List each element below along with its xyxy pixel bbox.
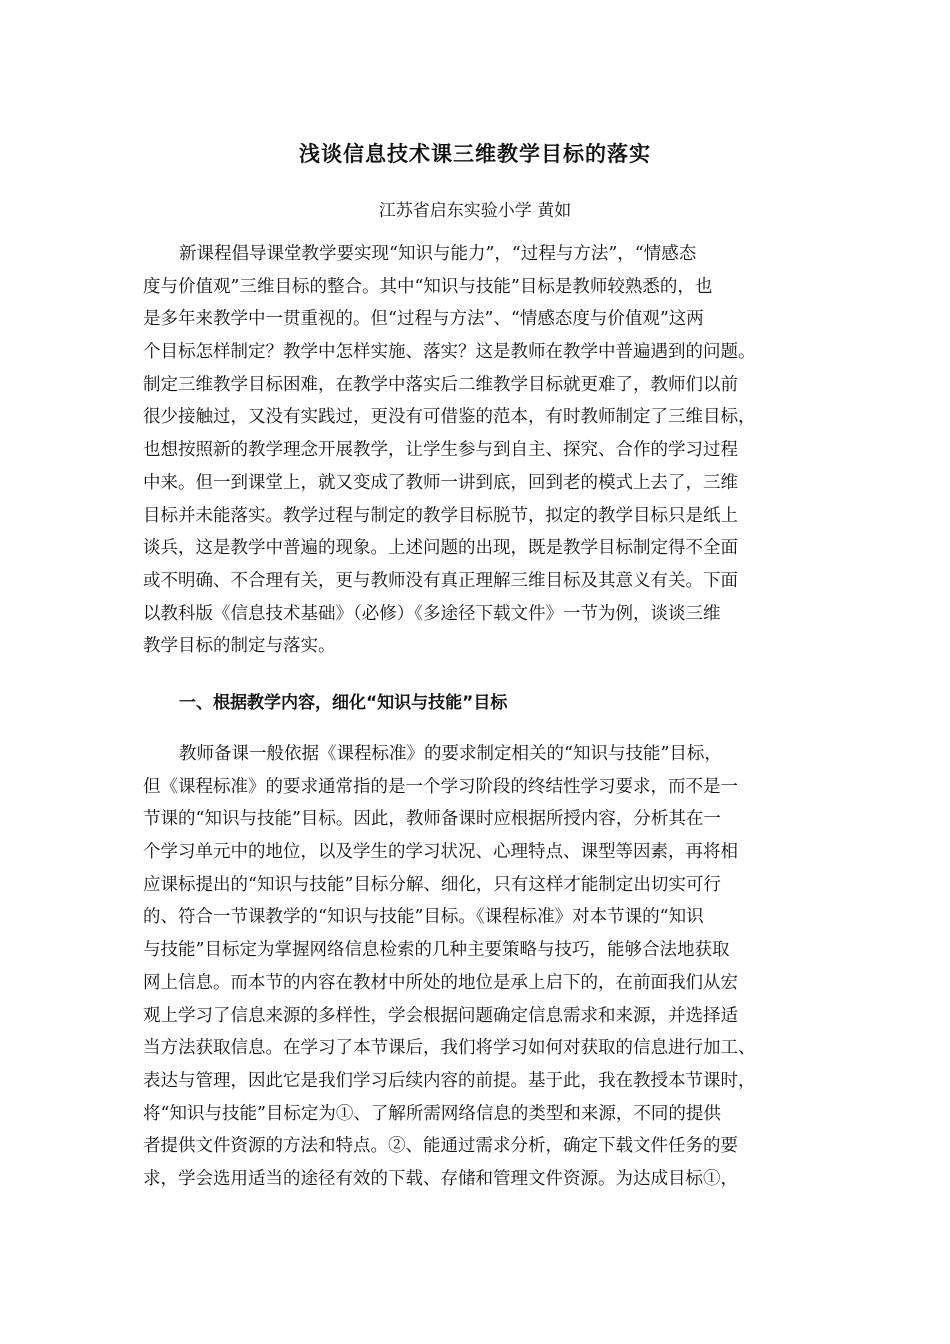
text-line: 求，学会选用适当的途径有效的下载、存储和管理文件资源。为达成目标①， [143, 1168, 738, 1189]
text-line: 度与价值观”三维目标的整合。其中“知识与技能”目标是教师较熟悉的，也 [143, 276, 713, 297]
text-line: 观上学习了信息来源的多样性，学会根据问题确定信息需求和来源，并选择适 [143, 1005, 738, 1026]
text-line: 个学习单元中的地位，以及学生的学习状况、心理特点、课型等因素，再将相 [143, 842, 738, 863]
text-line: 但《课程标准》的要求通常指的是一个学习阶段的终结性学习要求，而不是一 [143, 776, 738, 797]
text-line: 个目标怎样制定？教学中怎样实施、落实？这是教师在教学中普遍遇到的问题。 [143, 342, 756, 363]
text-line: 中来。但一到课堂上，就又变成了教师一讲到底，回到老的模式上去了，三维 [143, 472, 738, 493]
text-line: 以教科版《信息技术基础》（必修）《多途径下载文件》一节为例，谈谈三维 [143, 603, 721, 624]
paragraph-2 [143, 738, 807, 1196]
text-line: 表达与管理，因此它是我们学习后续内容的前提。基于此，我在教授本节课时， [143, 1070, 756, 1091]
text-line: 或不明确、不合理有关，更与教师没有真正理解三维目标及其意义有关。下面 [143, 570, 738, 591]
text-line: 网上信息。而本节的内容在教材中所处的地位是承上启下的，在前面我们从宏 [143, 972, 738, 993]
text-line: 与技能”目标定为掌握网络信息检索的几种主要策略与技巧，能够合法地获取 [143, 940, 730, 961]
section-heading: 一、根据教学内容，细化“知识与技能”目标 [179, 693, 508, 713]
text-line: 应课标提出的“知识与技能”目标分解、细化，只有这样才能制定出切实可行 [143, 874, 721, 895]
text-line: 当方法获取信息。在学习了本节课后，我们将学习如何对获取的信息进行加工、 [143, 1038, 756, 1059]
document-title: 浅谈信息技术课三维教学目标的落实 [299, 142, 651, 166]
text-line: 新课程倡导课堂教学要实现“知识与能力”，“过程与方法”，“情感态 [179, 244, 697, 264]
text-line: 教师备课一般依据《课程标准》的要求制定相关的“知识与技能”目标， [179, 744, 722, 764]
text-line: 制定三维教学目标困难，在教学中落实后二维教学目标就更难了，教师们以前 [143, 374, 738, 395]
text-line: 是多年来教学中一贯重视的。但“过程与方法”、“情感态度与价值观”这两 [143, 309, 704, 330]
text-line: 谈兵，这是教学中普遍的现象。上述问题的出现，既是教学目标制定得不全面 [143, 538, 738, 559]
text-line: 也想按照新的教学理念开展教学，让学生参与到自主、探究、合作的学习过程 [143, 440, 738, 461]
text-line: 将“知识与技能”目标定为①、了解所需网络信息的类型和来源，不同的提供 [143, 1103, 721, 1124]
text-line: 的、符合一节课教学的“知识与技能”目标。《课程标准》对本节课的“知识 [143, 907, 704, 928]
author-line: 江苏省启东实验小学 黄如 [378, 201, 572, 221]
text-line: 很少接触过，又没有实践过，更没有可借鉴的范本，有时教师制定了三维目标， [143, 407, 756, 428]
text-line: 节课的“知识与技能”目标。因此，教师备课时应根据所授内容，分析其在一 [143, 809, 721, 830]
text-line: 教学目标的制定与落实。 [143, 636, 336, 657]
text-line: 者提供文件资源的方法和特点。②、能通过需求分析，确定下载文件任务的要 [143, 1136, 738, 1157]
text-line: 目标并未能落实。教学过程与制定的教学目标脱节，拟定的教学目标只是纸上 [143, 505, 738, 526]
paragraph-1 [143, 238, 807, 663]
